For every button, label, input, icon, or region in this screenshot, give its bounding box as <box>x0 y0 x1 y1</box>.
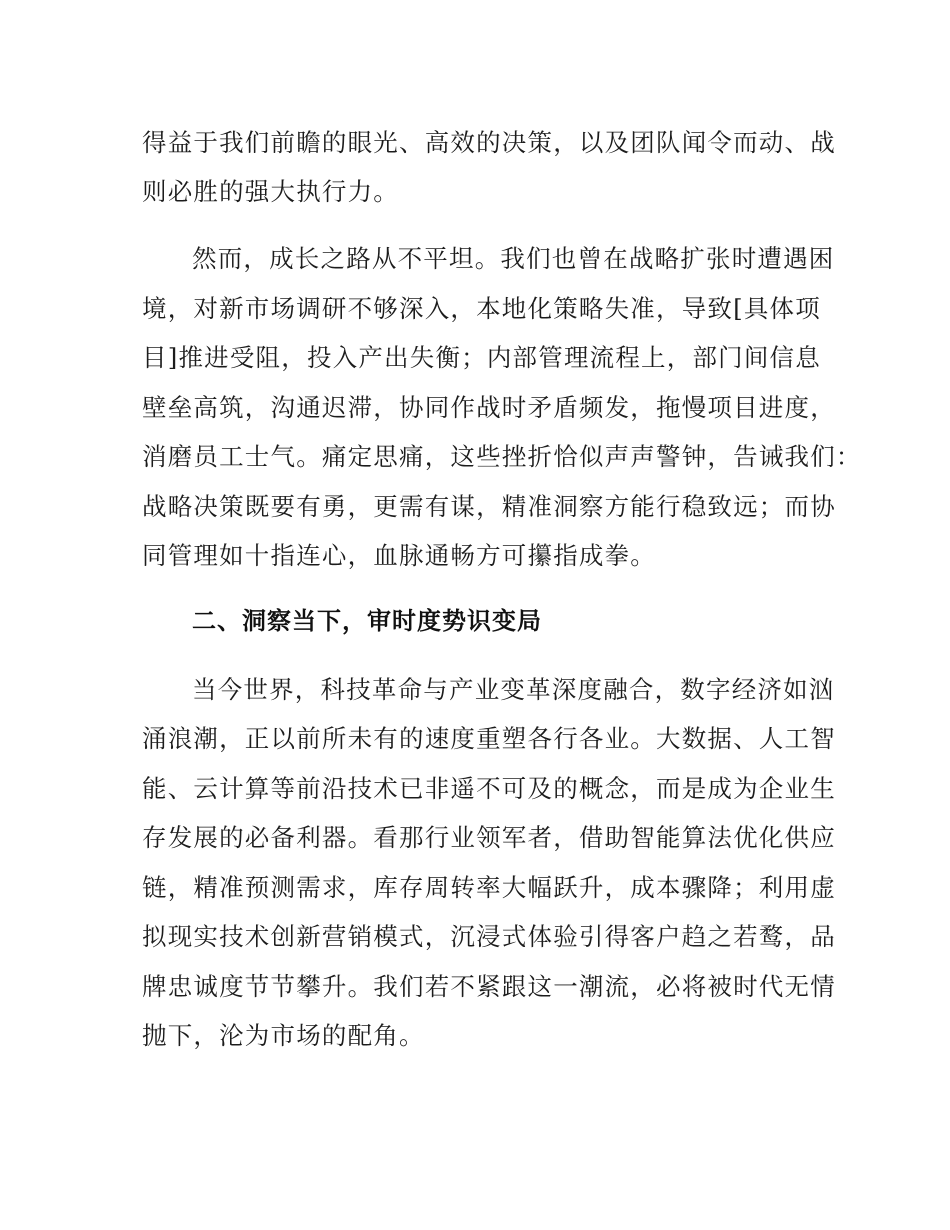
paragraph-3-line-6: 拟现实技术创新营销模式，沉浸式体验引得客户趋之若鹜，品 <box>142 922 836 951</box>
paragraph-2-line-4: 壁垒高筑，沟通迟滞，协同作战时矛盾频发，拖慢项目进度， <box>142 393 836 422</box>
paragraph-3-line-5: 链，精准预测需求，库存周转率大幅跃升，成本骤降；利用虚 <box>142 873 836 902</box>
paragraph-1-line-2: 则必胜的强大执行力。 <box>142 177 399 206</box>
paragraph-2-line-2: 境，对新市场调研不够深入，本地化策略失准，导致[具体项 <box>142 294 821 323</box>
paragraph-2-line-3: 目]推进受阻，投入产出失衡；内部管理流程上，部门间信息 <box>142 343 821 372</box>
paragraph-3-line-2: 涌浪潮，正以前所未有的速度重塑各行各业。大数据、人工智 <box>142 724 836 753</box>
paragraph-3-line-3: 能、云计算等前沿技术已非遥不可及的概念，而是成为企业生 <box>142 774 836 803</box>
paragraph-3-line-1: 当今世界，科技革命与产业变革深度融合，数字经济如汹 <box>192 675 835 704</box>
paragraph-1-line-1: 得益于我们前瞻的眼光、高效的决策，以及团队闻令而动、战 <box>142 128 836 157</box>
section-heading: 二、洞察当下，审时度势识变局 <box>192 607 542 635</box>
paragraph-3-line-8: 抛下，沦为市场的配角。 <box>142 1021 425 1050</box>
paragraph-2-line-5: 消磨员工士气。痛定思痛，这些挫折恰似声声警钟，告诫我们： <box>142 442 862 471</box>
paragraph-2-line-7: 同管理如十指连心，血脉通畅方可攥指成拳。 <box>142 541 656 570</box>
paragraph-2-line-6: 战略决策既要有勇，更需有谋，精准洞察方能行稳致远；而协 <box>142 492 836 521</box>
paragraph-2-line-1: 然而，成长之路从不平坦。我们也曾在战略扩张时遭遇困 <box>192 244 835 273</box>
paragraph-3-line-7: 牌忠诚度节节攀升。我们若不紧跟这一潮流，必将被时代无情 <box>142 972 836 1001</box>
paragraph-3-line-4: 存发展的必备利器。看那行业领军者，借助智能算法优化供应 <box>142 823 836 852</box>
